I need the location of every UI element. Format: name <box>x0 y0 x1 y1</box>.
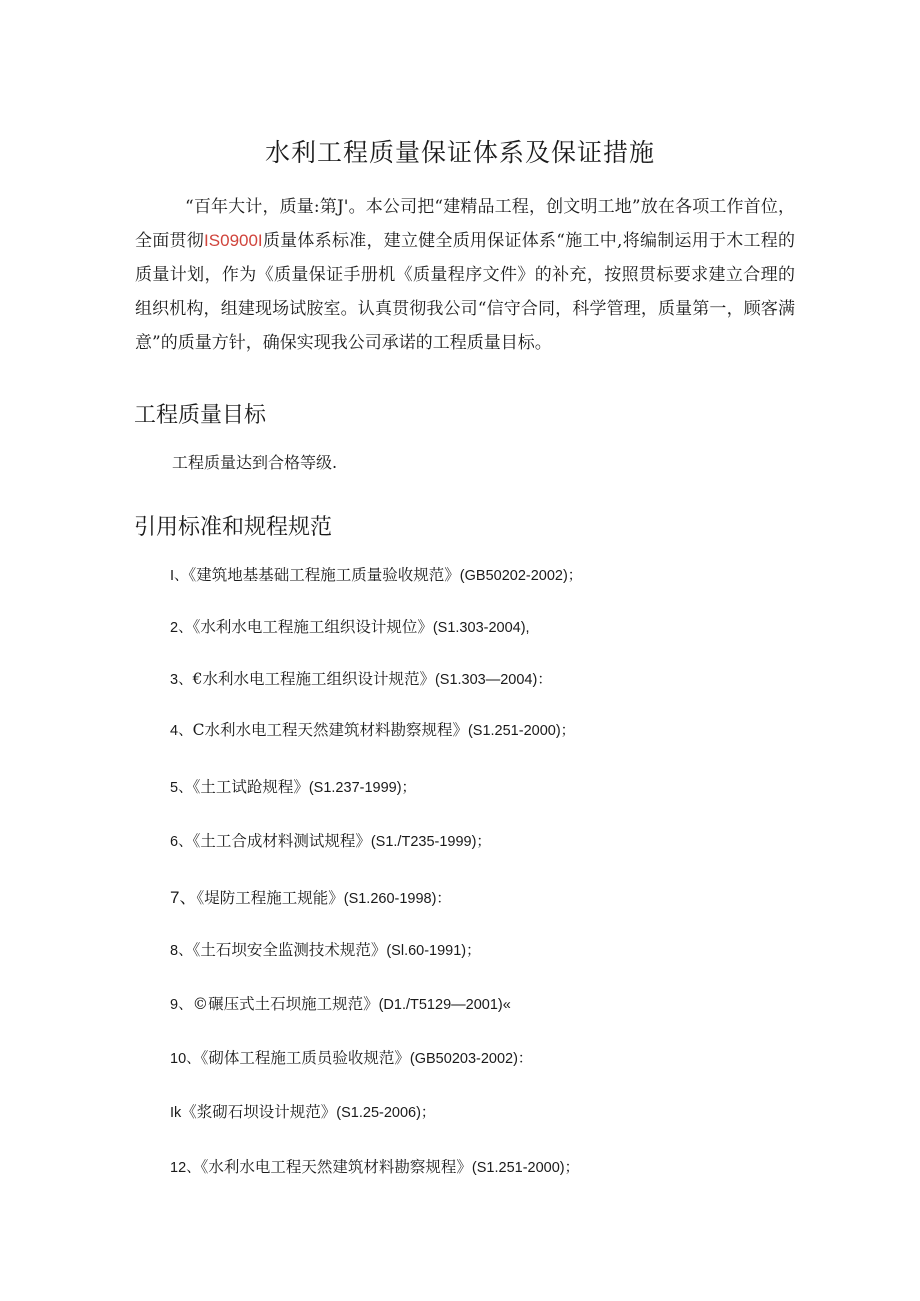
section-heading-standards: 引用标准和规程规范 <box>134 515 333 540</box>
standard-item-number: 10、 <box>170 1051 201 1067</box>
standard-item-code: (S1.25-2006)； <box>336 1105 436 1121</box>
standard-item-number: 4、 <box>170 723 193 739</box>
standard-item-number: 5、 <box>170 780 193 796</box>
standard-item-name: 《土工试跄规程》 <box>192 778 309 796</box>
standard-item-name: 《堤防工程施工规能》 <box>196 889 344 907</box>
standard-item-number: 9、 <box>170 997 193 1013</box>
intro-text-end: 质量体系标准，建立健全质用保证体系“施工中,将编制运用于木工程的质量计划，作为《质量保证手册机《质量程序文件》的补充，按照贯标要求建立合理的组织机构，组建现场试胺室。认真贯彻我公司“信守合同，科学管理，质量第一，顾客满意”的质量方针，确保实现我公司承诺的工程质量目标。 <box>135 231 796 353</box>
standard-item-number: 8、 <box>170 943 193 959</box>
standard-item-name: 《土工合成材料测试规程》 <box>192 832 371 850</box>
standard-item-name: 《建筑地基基础工程施工质量验收规范》 <box>188 566 460 584</box>
standard-item <box>170 615 530 637</box>
section-heading-quality-target: 工程质量目标 <box>134 403 267 428</box>
intro-paragraph <box>135 190 795 360</box>
standard-item-code: (S1.260-1998)： <box>343 891 451 907</box>
standard-item-code: (S1.303-2004), <box>432 620 530 636</box>
standard-item-name: €水利水电工程施工组织设计规范》 <box>192 670 435 688</box>
standard-item <box>170 1155 579 1177</box>
standard-item-name: 《土石坝安全监测技术规范》 <box>192 941 387 959</box>
standard-item-number: 3、 <box>170 672 193 688</box>
standard-item-name: 《水利水电工程天然建筑材料勘察规程》 <box>200 1158 472 1176</box>
standard-item-number: Ik <box>170 1105 182 1121</box>
standard-item-number: 6、 <box>170 834 193 850</box>
standard-item <box>170 718 575 740</box>
standard-item-number: 12、 <box>170 1160 201 1176</box>
standard-item <box>170 1046 532 1068</box>
standard-item <box>170 829 491 851</box>
standard-item <box>170 1100 435 1122</box>
standard-item <box>170 883 451 908</box>
standard-item-code: (S1.251-2000)； <box>471 1160 580 1176</box>
standard-item-code: (Sl.60-1991)； <box>386 943 481 959</box>
standard-item-code: (S1.237-1999)； <box>308 780 417 796</box>
iso-standard-highlight: IS0900I <box>204 231 263 250</box>
standard-item <box>170 938 481 960</box>
standard-item-name: C水利水电工程天然建筑材料勘察规程》 <box>192 721 468 739</box>
quality-target-text: 工程质量达到合格等级. <box>172 453 338 472</box>
standard-item-name: 《水利水电工程施工组织设计规位》 <box>192 618 433 636</box>
standard-item-number: 2、 <box>170 620 193 636</box>
standard-item <box>170 563 582 585</box>
standard-item-name: 《浆砌石坝设计规范》 <box>181 1103 337 1121</box>
standard-item-code: (S1.251-2000)； <box>467 723 576 739</box>
standard-item-code: (GB50203-2002)： <box>409 1051 533 1067</box>
standard-item-code: (S1.303—2004)： <box>434 672 552 688</box>
document-title: 水利工程质量保证体系及保证措施 <box>264 138 655 167</box>
standard-item-code: (S1./T235-1999)； <box>370 834 491 850</box>
standard-item <box>170 775 416 797</box>
standard-item-code: (D1./T5129—2001)« <box>378 997 511 1013</box>
standard-item-name: ©碾压式土石坝施工规范》 <box>192 995 379 1013</box>
standard-item <box>170 992 511 1014</box>
standard-item <box>170 667 552 689</box>
standard-item-code: (GB50202-2002)； <box>459 568 583 584</box>
standard-item-number: I、 <box>170 568 189 584</box>
standard-item-name: 《砌体工程施工质员验收规范》 <box>200 1049 410 1067</box>
intro-text-start: “百年大计，质量:第J'。本公司把“建精品工程，创文明工地”放在各项工作首位，全面贯彻 <box>135 197 795 251</box>
standard-item-number: 7、 <box>170 888 197 907</box>
